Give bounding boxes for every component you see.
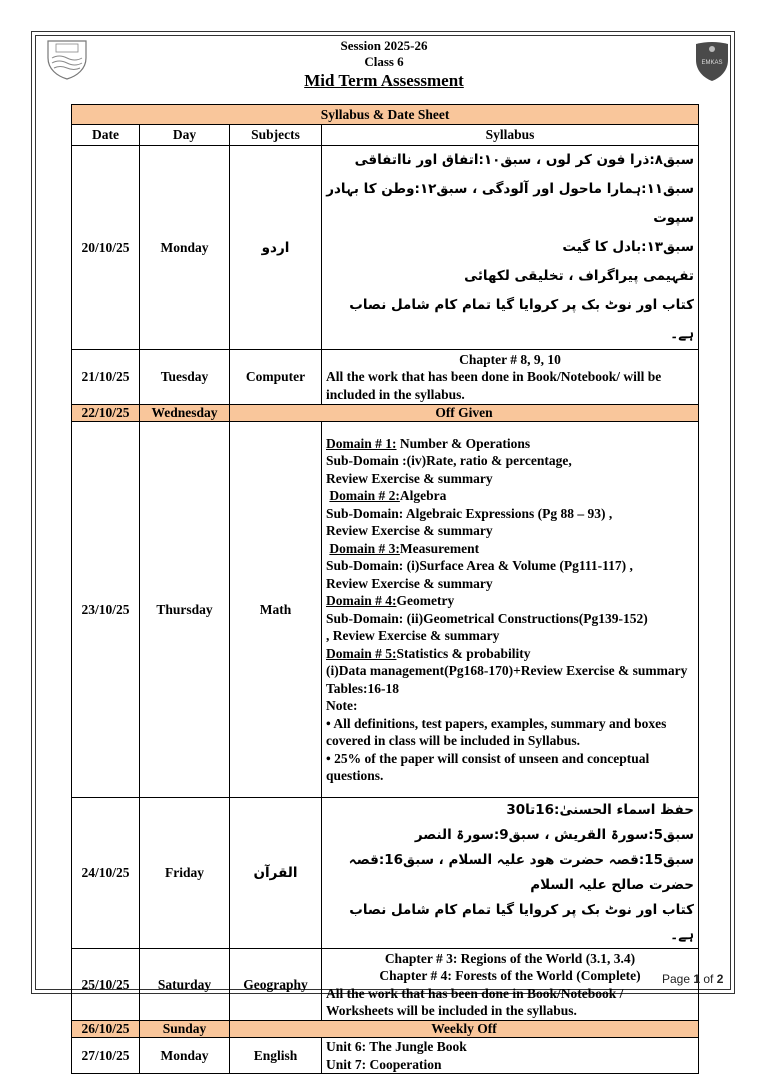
syllabus-line: حفظ اسماء الحسنیٰ:16تا30	[506, 802, 695, 818]
row-subject: القرآن	[230, 798, 322, 949]
row-date: 25/10/25	[72, 949, 140, 1021]
syllabus-line: سبق15:قصہ حضرت ھود علیہ السلام ، سبق16:قصہ حضرت صالح علیہ السلام	[348, 852, 695, 893]
domain-text: Number & Operations	[396, 435, 531, 451]
table-caption: Syllabus & Date Sheet	[72, 105, 699, 125]
row-syllabus	[322, 350, 699, 405]
syllabus-date-sheet-table	[71, 104, 699, 1074]
page-total: 2	[716, 972, 724, 986]
geo-chapter: Chapter # 3: Regions of the World (3.1, 3.4)	[384, 950, 636, 966]
math-note-bullet: • All definitions, test papers, examples, summary and boxes covered in class will be included in Syllabus.	[326, 715, 667, 748]
english-unit: Unit 6: The Jungle Book	[326, 1039, 467, 1054]
math-subdomain: Sub-Domain: (i)Surface Area & Volume (Pg111-117) ,	[326, 558, 633, 573]
math-domain-4	[326, 592, 694, 610]
syllabus-note: All the work that has been done in Book/Notebook/ will be included in the syllabus.	[326, 369, 662, 402]
math-subdomain: (i)Data management(Pg168-170)+Review Exercise & summary	[326, 663, 688, 678]
row-subject: Geography	[230, 949, 322, 1021]
assessment-title: Mid Term Assessment	[304, 71, 464, 90]
row-day: Wednesday	[140, 405, 230, 422]
row-date: 26/10/25	[72, 1021, 140, 1038]
geo-chapter: Chapter # 4: Forests of the World (Complete)	[379, 968, 641, 983]
domain-text: Measurement	[399, 540, 480, 556]
logo-right-text: EMKAS	[701, 60, 723, 66]
math-review: Review Exercise & summary	[326, 575, 493, 591]
row-date: 22/10/25	[72, 405, 140, 422]
table-header-row	[72, 125, 699, 146]
table-row	[72, 1038, 699, 1074]
row-syllabus	[322, 422, 699, 798]
row-date: 20/10/25	[72, 146, 140, 350]
row-day: Monday	[140, 146, 230, 350]
row-date: 24/10/25	[72, 798, 140, 949]
math-domain-5	[326, 645, 694, 663]
math-subdomain: Sub-Domain :(iv)Rate, ratio & percentage,	[326, 453, 572, 468]
page-prefix: Page	[662, 972, 694, 986]
math-domain-1	[326, 435, 694, 453]
math-note-label: Note:	[326, 698, 358, 713]
table-row	[72, 949, 699, 1021]
table-row-off	[72, 405, 699, 422]
math-tables: Tables:16-18	[326, 680, 400, 696]
syllabus-line: سبق۱۳:بادل کا گیت	[562, 239, 695, 255]
domain-text: Algebra	[399, 488, 447, 503]
row-syllabus	[322, 798, 699, 949]
row-date: 21/10/25	[72, 350, 140, 405]
domain-text: Geometry	[396, 593, 455, 608]
domain-label: Domain # 5:	[326, 645, 397, 661]
page-number	[662, 972, 723, 986]
class-label: Class 6	[364, 54, 404, 69]
table-row-off	[72, 1021, 699, 1038]
math-review: Review Exercise & summary	[326, 523, 493, 538]
math-review: , Review Exercise & summary	[326, 628, 500, 643]
table-title-row	[72, 105, 699, 125]
math-review: Review Exercise & summary	[326, 470, 493, 486]
domain-text: Statistics & probability	[396, 645, 531, 661]
syllabus-chapter: Chapter # 8, 9, 10	[459, 351, 561, 367]
math-note-bullet: • 25% of the paper will consist of unseen and conceptual questions.	[326, 750, 650, 783]
off-label: Off Given	[230, 405, 699, 422]
row-date: 23/10/25	[72, 422, 140, 798]
syllabus-note: All the work that has been done in Book/Notebook / Worksheets will be included in the syllabus.	[326, 985, 624, 1018]
syllabus-line: کتاب اور نوٹ بک پر کروایا گیا تمام کام شامل نصاب ہے۔	[349, 902, 695, 943]
math-subdomain: Sub-Domain: Algebraic Expressions (Pg 88 – 93) ,	[326, 505, 613, 521]
session-label: Session 2025-26	[340, 38, 428, 53]
row-syllabus	[322, 1038, 699, 1074]
page-of: of	[700, 972, 717, 986]
math-domain-2	[326, 487, 694, 505]
syllabus-line: کتاب اور نوٹ بک پر کروایا گیا تمام کام شامل نصاب ہے۔	[349, 297, 695, 342]
row-day: Tuesday	[140, 350, 230, 405]
row-subject: Math	[230, 422, 322, 798]
row-subject: Computer	[230, 350, 322, 405]
syllabus-line: سبق۸:ذرا فون کر لوں ، سبق۱۰:اتفاق اور نااتفاقی	[354, 152, 695, 168]
column-header-subjects: Subjects	[230, 125, 322, 146]
column-header-syllabus: Syllabus	[322, 125, 699, 146]
column-header-day: Day	[140, 125, 230, 146]
row-subject: English	[230, 1038, 322, 1074]
table-row	[72, 146, 699, 350]
row-syllabus	[322, 949, 699, 1021]
row-day: Sunday	[140, 1021, 230, 1038]
row-day: Saturday	[140, 949, 230, 1021]
row-day: Thursday	[140, 422, 230, 798]
page-current: 1	[693, 972, 701, 986]
domain-label: Domain # 2:	[329, 488, 400, 503]
syllabus-line: سبق۱۱:ہمارا ماحول اور آلودگی ، سبق۱۲:وطن کا بہادر سپوت	[326, 181, 695, 226]
domain-label: Domain # 3:	[329, 540, 400, 556]
syllabus-line: تفہیمی پیراگراف ، تخلیقی لکھائی	[464, 268, 695, 284]
row-day: Monday	[140, 1038, 230, 1074]
english-unit: Unit 7: Cooperation	[326, 1056, 442, 1072]
domain-label: Domain # 4:	[326, 593, 397, 608]
row-syllabus	[322, 146, 699, 350]
table-row	[72, 422, 699, 798]
table-row	[72, 350, 699, 405]
domain-label: Domain # 1:	[326, 435, 397, 451]
math-domain-3	[326, 540, 694, 558]
syllabus-line: سبق5:سورۃ القریش ، سبق9:سورۃ النصر	[414, 827, 695, 843]
column-header-date: Date	[72, 125, 140, 146]
row-day: Friday	[140, 798, 230, 949]
row-date: 27/10/25	[72, 1038, 140, 1074]
table-row	[72, 798, 699, 949]
document-header	[0, 38, 768, 91]
row-subject: اردو	[230, 146, 322, 350]
math-subdomain: Sub-Domain: (ii)Geometrical Constructions(Pg139-152)	[326, 610, 648, 626]
off-label: Weekly Off	[230, 1021, 699, 1038]
